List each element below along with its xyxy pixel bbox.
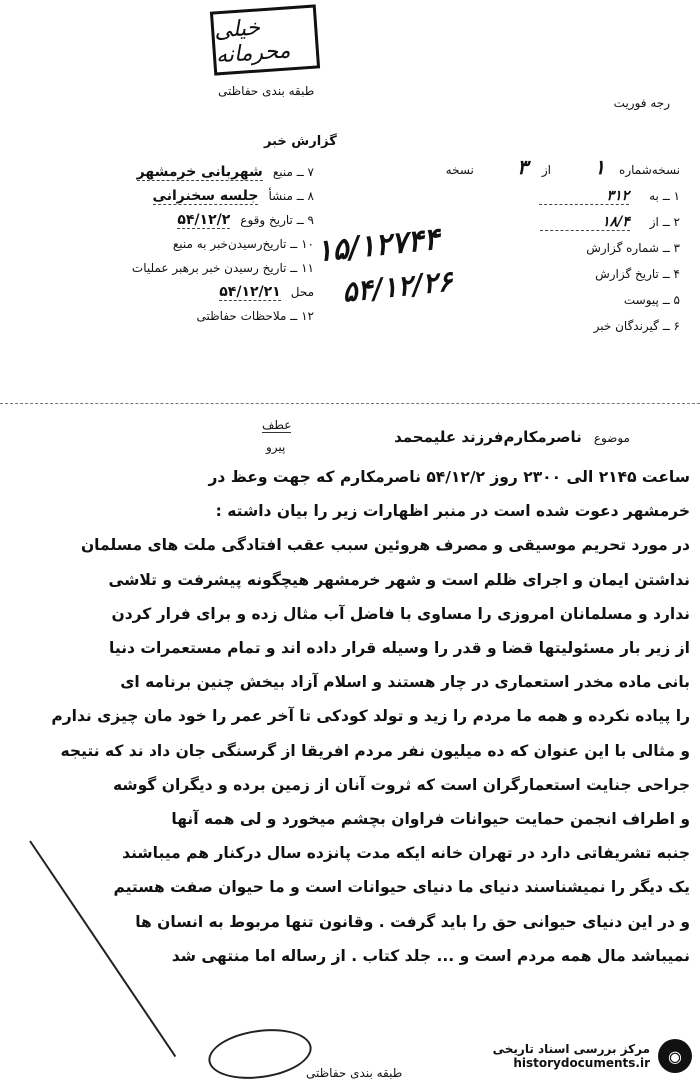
reference-label: عطف (262, 418, 292, 432)
body-line: نداشتن ایمان و اجرای ظلم است و شهر خرمشهر هیچگونه پیشرفت و تلاشی (108, 570, 690, 589)
watermark-url: historydocuments.ir (513, 1056, 650, 1070)
body-line: جنبه تشریفاتی دارد در تهران خانه ایکه مدت پانزده سال درکنار هم میباشند (122, 844, 690, 863)
field-to: ۱ ــ به ۳۱۲ (380, 183, 680, 209)
body-line: ندارد و مسلمانان امروزی را مساوی با فاضل آب مثال زده و برای فرار کردن (111, 604, 690, 623)
right-fields (380, 183, 680, 339)
copy-total-value: ۳ (517, 155, 528, 179)
field-event-date: ۹ ــ تاریخ وقوع ۵۴/۱۲/۲ (177, 211, 314, 228)
report-body (10, 460, 690, 973)
section-divider (0, 403, 700, 404)
field-news-to-ops-date: ۱۱ ــ تاریخ رسیدن خبر برهبر عملیات (131, 261, 314, 275)
classification-label: طبقه بندی حفاظتی (218, 84, 315, 98)
classification-stamp (210, 4, 320, 75)
field-from: ۲ ــ از ۱۸/۴ (380, 209, 680, 235)
copy-label-2: نسخه (445, 163, 474, 177)
field-origin: ۸ ــ منشأ جلسه سخنرانی (152, 187, 314, 204)
priority-label: رجه فوریت (613, 96, 670, 110)
report-title: گزارش خبر (264, 134, 337, 149)
copy-number-row (350, 155, 680, 179)
field-news-to-source-date: ۱۰ ــ تاریخ‌رسیدن‌خبر به منبع (172, 237, 314, 251)
copy-of-label: از (541, 163, 552, 177)
body-line: را پیاده نکرده و همه ما مردم را زید و تولد کودکی تا آخر عمر را خود مان چیزی ندارم (51, 707, 690, 726)
body-line: خرمشهر دعوت شده است در منبر اظهارات زیر را بیان داشته : (215, 502, 690, 521)
stamp-text: خیلی محرمانه (213, 15, 292, 69)
handwritten-report-number: ۱۵/۱۲۷۴۴ (314, 221, 442, 270)
body-line: و اطراف انجمن حمایت حیوانات فراوان بچشم میخورد و لی همه آنها (171, 810, 690, 829)
body-line: و در این دنیای حیوانی حق را باید گرفت . وقانون تنها مربوط به انسان ها (135, 912, 690, 931)
subject-row (394, 428, 630, 446)
body-line: و مثالی با این عنوان که ده میلیون نفر مردم افریقا از گرسنگی جان داد ند که نتیجه (60, 741, 690, 760)
handwritten-report-date: ۵۴/۱۲/۲۶ (340, 264, 455, 309)
body-line: نمیباشد مال همه مردم است و ... جلد کتاب . از رساله اما منتهی شد (171, 946, 690, 965)
copy-number-value: ۱ (594, 155, 606, 179)
field-recipients: ۶ ــ گیرندگان خبر (593, 319, 680, 333)
left-fields (56, 160, 314, 328)
archive-logo-icon: ◉ (658, 1039, 692, 1073)
field-report-date: ۴ ــ تاریخ گزارش (595, 267, 680, 281)
body-line: از زیر بار مسئولیتها قضا و قدر را وسیله قرار داده اند و تمام مستعمرات دنیا (109, 639, 690, 658)
watermark (484, 1028, 692, 1084)
field-source: ۷ ــ منبع شهربانی خرمشهر (136, 163, 314, 180)
watermark-title: مرکز بررسی اسناد تاریخی (492, 1042, 650, 1056)
follow-up-label: پیرو (266, 440, 286, 454)
subject-text: ناصرمکارم‌فرزند علیمحمد (394, 428, 582, 446)
body-line: بانی ماده مخدر استعماری در چار هستند و اسلام آزاد بیخش چنین برنامه ای (120, 673, 690, 692)
copy-number-label: نسخه‌شماره (619, 163, 680, 177)
field-attachment: ۵ ــ پیوست (623, 293, 680, 307)
footer-classification: طبقه بندی حفاظتی (306, 1066, 403, 1080)
body-line: جراحی جنایت استعمارگران است که ثروت آنان از زمین برده و دیگران گوشه (112, 775, 690, 794)
field-location: محل ۵۴/۱۲/۲۱ (219, 283, 314, 300)
field-security-notes: ۱۲ ــ ملاحظات حفاظتی (196, 309, 314, 323)
subject-label: موضوع (593, 431, 630, 445)
body-line: در مورد تحریم موسیقی و مصرف هروئین سبب عقب افتادگی ملت های مسلمان (80, 536, 690, 555)
signature-scribble (205, 1023, 315, 1085)
body-line: یک دیگر را نمیشناسند دنیای ما دنیای حیوانات است و ما حیوان صفت هستیم (113, 878, 690, 897)
body-line: ساعت ۲۱۴۵ الی ۲۳۰۰ روز ۵۴/۱۲/۲ ناصرمکارم که جهت وعظ در (208, 468, 690, 486)
field-report-number: ۳ ــ شماره گزارش (586, 241, 680, 255)
